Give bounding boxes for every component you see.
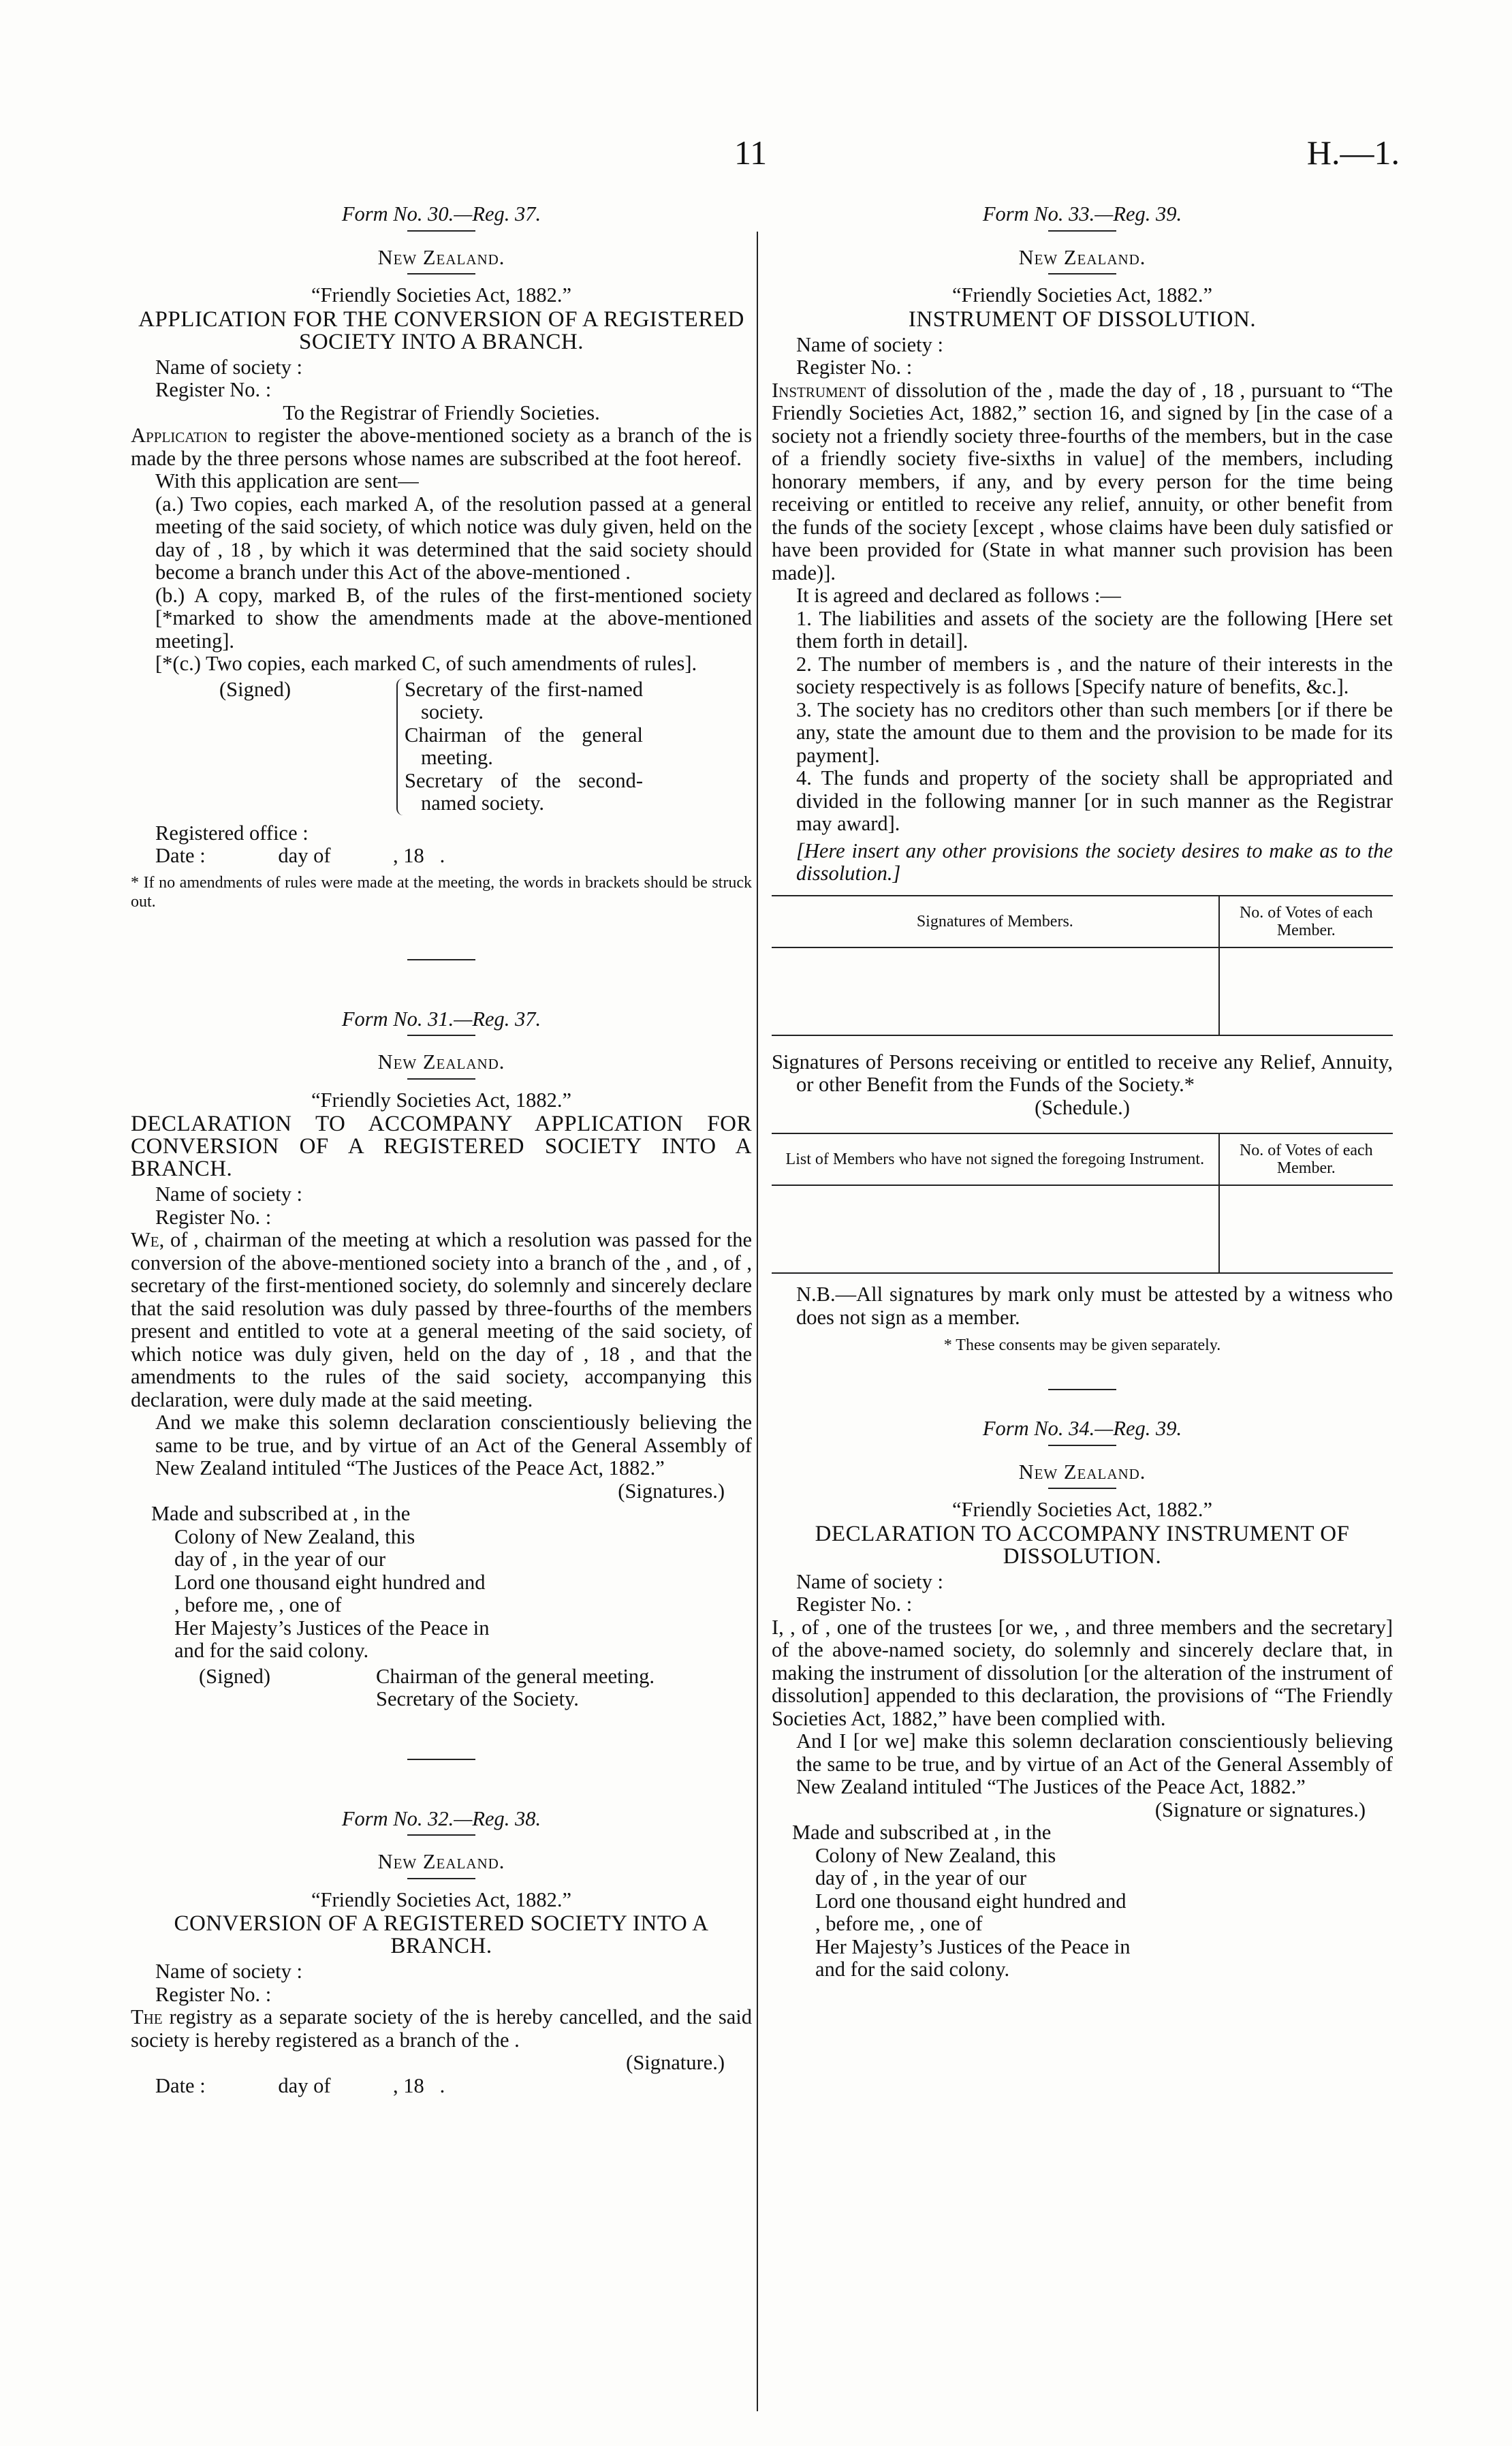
society-name-label: Name of society : xyxy=(796,332,943,356)
signatures-label: (Signature or signatures.) xyxy=(1154,1798,1366,1821)
form-number: Form No. 30.—Reg. 37. xyxy=(341,202,541,225)
made-line: day of , in the year of our xyxy=(174,1548,385,1571)
schedule-label: (Schedule.) xyxy=(1035,1095,1130,1119)
act-name: “Friendly Societies Act, 1882.” xyxy=(951,1498,1213,1521)
form-heading: CONVERSION OF A REGISTERED SOCIETY INTO A BRANCH. xyxy=(174,1911,709,1958)
signatory: Secretary of the second-named society. xyxy=(405,768,643,815)
form-heading: INSTRUMENT OF DISSOLUTION. xyxy=(908,307,1257,332)
register-no-label: Register No. : xyxy=(155,378,272,401)
signatures-label: (Signatures.) xyxy=(618,1479,725,1503)
signed-label: (Signed) xyxy=(199,1664,271,1688)
right-column xyxy=(772,203,1393,1981)
insert-provisions: [Here insert any other provisions the society desires to make as to the dissolution.] xyxy=(796,838,1393,885)
society-name-label: Name of society : xyxy=(155,1960,302,1983)
table-cell[interactable] xyxy=(1219,947,1393,1035)
instrument-paragraph xyxy=(772,379,1393,585)
form-number: Form No. 31.—Reg. 37. xyxy=(341,1007,541,1031)
addressee: To the Registrar of Friendly Societies. xyxy=(283,401,600,424)
clause-4: 4. The funds and property of the society shall be appropriated and divided in the following manner [or in such manner as the Registrar may award]. xyxy=(796,766,1393,835)
declaration-paragraph xyxy=(131,1229,752,1411)
left-column xyxy=(131,203,752,2097)
persons-signatures-label: Signatures of Persons receiving or entitled to receive any Relief, Annuity, or other Benefit from the Funds of the Society.* xyxy=(772,1050,1393,1096)
country: New Zealand. xyxy=(377,1050,505,1073)
page-number: 11 xyxy=(734,134,768,172)
made-line: Her Majesty’s Justices of the Peace in xyxy=(815,1934,1131,1958)
country: New Zealand. xyxy=(1018,1460,1146,1484)
non-signers-table xyxy=(772,1133,1393,1274)
solemn-declaration: And we make this solemn declaration conscientiously believing the same to be true, and by virtue of an Act of the General Assembly of New Zealand intituled “The Justices of the Peace Act, 1882.” xyxy=(155,1411,752,1479)
register-no-label: Register No. : xyxy=(155,1205,272,1229)
divider xyxy=(1048,230,1116,232)
society-name-label: Name of society : xyxy=(796,1569,943,1593)
act-name: “Friendly Societies Act, 1882.” xyxy=(311,283,572,307)
footnote: * If no amendments of rules were made at the meeting, the words in brackets should be struck out. xyxy=(131,873,752,911)
enclosure-b: (b.) A copy, marked B, of the rules of the first-mentioned society [*marked to show the amendments made at the above-mentioned meeting]. xyxy=(155,583,752,653)
signature-label: (Signature.) xyxy=(626,2051,725,2074)
register-no-label: Register No. : xyxy=(796,356,913,379)
signatory: Secretary of the first-named society. xyxy=(405,677,643,723)
made-line: Colony of New Zealand, this xyxy=(174,1524,415,1548)
clause-1: 1. The liabilities and assets of the society are the following [Here set them forth in detail]. xyxy=(796,606,1393,653)
registered-office-label: Registered office : xyxy=(155,821,309,845)
made-line: and for the said colony. xyxy=(815,1958,1010,1981)
form-32 xyxy=(131,1808,752,2098)
form-number: Form No. 32.—Reg. 38. xyxy=(341,1806,541,1830)
made-and-subscribed xyxy=(772,1821,1393,1981)
divider xyxy=(1048,1488,1116,1489)
clause-2: 2. The number of members is , and the nature of their interests in the society respectively is as follows [Specify nature of benefits, &c.]. xyxy=(796,652,1393,698)
country: New Zealand. xyxy=(1018,245,1146,269)
column-header: List of Members who have not signed the foregoing Instrument. xyxy=(772,1133,1219,1185)
signature-block xyxy=(219,678,752,815)
form-heading: DECLARATION TO ACCOMPANY INSTRUMENT OF DISSOLUTION. xyxy=(815,1521,1350,1569)
signatory: Secretary of the Society. xyxy=(376,1687,579,1710)
sheet-id: H.—1. xyxy=(1306,134,1400,172)
made-line: Colony of New Zealand, this xyxy=(815,1843,1056,1867)
table-cell[interactable] xyxy=(772,947,1219,1035)
column-header: No. of Votes of each Member. xyxy=(1219,1133,1393,1185)
solemn-declaration: And I [or we] make this solemn declaration conscientiously believing the same to be true, and by virtue of an Act of the General Assembly of New Zealand intituled “The Justices of the Peace Act, 1882.” xyxy=(796,1729,1393,1798)
made-line: day of , in the year of our xyxy=(815,1866,1026,1890)
enclosure-c: [*(c.) Two copies, each marked C, of such amendments of rules]. xyxy=(155,652,697,675)
date-line: Date : day of , 18 . xyxy=(155,2073,445,2097)
lead-word: Instrument xyxy=(772,378,866,402)
society-name-label: Name of society : xyxy=(155,1182,302,1206)
register-no-label: Register No. : xyxy=(796,1593,913,1616)
date-line: Date : day of , 18 . xyxy=(155,844,445,867)
conversion-paragraph xyxy=(131,2006,752,2052)
table-row xyxy=(772,1185,1393,1273)
divider xyxy=(407,1078,475,1080)
table-row xyxy=(772,947,1393,1035)
section-divider xyxy=(1048,1389,1116,1390)
enclosures-intro: With this application are sent— xyxy=(155,469,419,492)
nb-note: N.B.—All signatures by mark only must be attested by a witness who does not sign as a member. xyxy=(796,1283,1393,1329)
column-rule xyxy=(757,232,758,2411)
form-33 xyxy=(772,203,1393,1355)
column-header: No. of Votes of each Member. xyxy=(1219,896,1393,947)
signatories xyxy=(396,678,643,815)
application-paragraph xyxy=(131,424,752,470)
members-signature-table xyxy=(772,895,1393,1036)
made-line: and for the said colony. xyxy=(174,1639,369,1662)
table-cell[interactable] xyxy=(1219,1185,1393,1273)
paragraph-text: registry as a separate society of the is hereby cancelled, and the said society is hereby registered as a branch of the . xyxy=(131,2005,752,2052)
form-30 xyxy=(131,203,752,911)
signature-block xyxy=(199,1665,752,1711)
act-name: “Friendly Societies Act, 1882.” xyxy=(951,283,1213,307)
lead-word: The xyxy=(131,2005,163,2028)
made-line: Lord one thousand eight hundred and xyxy=(174,1570,486,1594)
form-34 xyxy=(772,1417,1393,1981)
paragraph-text: to register the above-mentioned society as a branch of the is made by the three persons whose names are subscribed at the foot hereof. xyxy=(131,424,752,470)
divider xyxy=(1048,1445,1116,1446)
country: New Zealand. xyxy=(377,245,505,269)
section-divider xyxy=(407,959,475,960)
made-line: Made and subscribed at , in the xyxy=(151,1502,411,1525)
signed-label: (Signed) xyxy=(219,677,292,701)
table-cell[interactable] xyxy=(772,1185,1219,1273)
enclosure-a: (a.) Two copies, each marked A, of the resolution passed at a general meeting of the said society, of which notice was duly given, held on the day of , 18 , by which it was determined that the said society should become a branch under this Act of the above-mentioned . xyxy=(155,492,752,584)
paragraph-text: of dissolution of the , made the day of , 18 , pursuant to “The Friendly Societies Act, 1882,” section 16, and signed by [in the case of a society not a friendly society three-fourths of the members, but in the case of a friendly society five-sixths in value] of the members, including honorary members, if any, and by every person for the time being receiving or entitled to receive any relief, annuity, or other benefit from the funds of the society [except , whose claims have been duly satisfied or have been provided for (State in what manner such provision has been made)]. xyxy=(772,378,1393,584)
table-header xyxy=(772,896,1393,947)
paragraph-text: of , chairman of the meeting at which a resolution was passed for the conversion of the above-mentioned society into a branch of the , and , of , secretary of the first-mentioned society, do solemnly and sincerely declare that the said resolution was duly passed by three-fourths of the members present and entitled to vote at a general meeting of the said society, of which notice was duly given, held on the day of , 18 , and that the amendments to the rules of the said society, accompanying this declaration, were duly made at the said meeting. xyxy=(131,1228,752,1411)
divider xyxy=(1048,273,1116,275)
act-name: “Friendly Societies Act, 1882.” xyxy=(311,1088,572,1112)
society-name-label: Name of society : xyxy=(155,355,302,379)
form-number: Form No. 33.—Reg. 39. xyxy=(982,202,1182,225)
section-divider xyxy=(407,1759,475,1760)
divider xyxy=(407,1834,475,1836)
clause-3: 3. The society has no creditors other than such members [or if there be any, state the amount due to them and the provision to be made for its payment]. xyxy=(796,697,1393,767)
declaration-paragraph: I, , of , one of the trustees [or we, , and three members and the secretary] of the above-named society, do solemnly and sincerely declare that, in making the instrument of dissolution [or the alteration of the instrument of dissolution] appended to this declaration, the provisions of “The Friendly Societies Act, 1882,” have been complied with. xyxy=(772,1615,1393,1730)
form-number: Form No. 34.—Reg. 39. xyxy=(982,1417,1182,1440)
table-header xyxy=(772,1133,1393,1185)
made-line: , before me, , one of xyxy=(815,1912,983,1935)
register-no-label: Register No. : xyxy=(155,1982,272,2006)
divider xyxy=(407,230,475,232)
signatory: Chairman of the general meeting. xyxy=(405,723,643,769)
made-line: Lord one thousand eight hundred and xyxy=(815,1889,1127,1913)
divider xyxy=(407,1035,475,1036)
made-line: , before me, , one of xyxy=(174,1593,342,1616)
form-heading: DECLARATION TO ACCOMPANY APPLICATION FOR CONVERSION OF A REGISTERED SOCIETY INTO A BRANCH. xyxy=(131,1112,752,1181)
column-header: Signatures of Members. xyxy=(772,896,1219,947)
form-31 xyxy=(131,1008,752,1711)
made-line: Her Majesty’s Justices of the Peace in xyxy=(174,1616,490,1640)
consents-note: * These consents may be given separately. xyxy=(943,1336,1221,1354)
lead-word: Application xyxy=(131,424,228,447)
country: New Zealand. xyxy=(377,1850,505,1873)
lead-word: We, xyxy=(131,1228,165,1251)
act-name: “Friendly Societies Act, 1882.” xyxy=(311,1887,572,1911)
signatories xyxy=(376,1665,655,1711)
signatory: Chairman of the general meeting. xyxy=(376,1664,655,1688)
form-heading: APPLICATION FOR THE CONVERSION OF A REGISTERED SOCIETY INTO A BRANCH. xyxy=(138,307,744,354)
agreed-intro: It is agreed and declared as follows :— xyxy=(796,584,1121,607)
divider xyxy=(407,1878,475,1879)
made-and-subscribed xyxy=(131,1503,752,1663)
made-line: Made and subscribed at , in the xyxy=(792,1821,1052,1844)
divider xyxy=(407,273,475,275)
